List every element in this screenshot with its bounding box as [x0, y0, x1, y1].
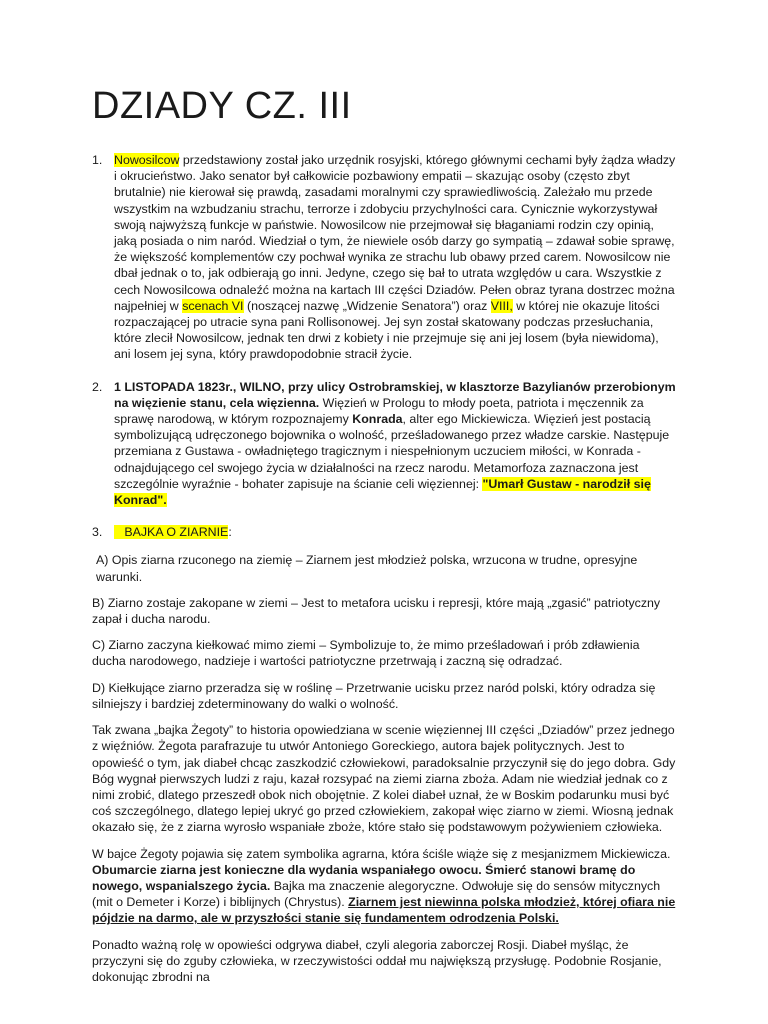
list-number: 2. [92, 379, 103, 394]
paragraph-text: (noszącej nazwę „Widzenie Senatora”) oraz [243, 298, 491, 313]
list-item-1 [92, 152, 676, 363]
list-item-2 [92, 379, 676, 509]
bold-underlined-statement: Ziarnem jest niewinna polska młodzież, której ofiara nie pójdzie na darmo, ale w przyszłości stanie się fundamentem odrodzenia Polski. [92, 895, 676, 926]
heading-text: BAJKA O ZIARNIE [124, 525, 229, 540]
paragraph-text: przedstawiony został jako urzędnik rosyjski, którego głównymi cechami były żądza władzy i okrucieństwo. Jako senator był całkowicie pozbawiony empatii – skazując osoby (często zbyt brutalnie) nie kierował się prawdą, zasadami moralnymi czy sprawiedliwością. Zależało mu przede wszystkim na wzbudzaniu strachu, terrorze i zdobyciu przychylności cara. Cynicznie wykorzystywał swoją najwyższą funkcje w państwie. Nowosilcow nie przejmował się błaganiami rodzin czy opinią, jaką posiada o nim naród. Wiedział o tym, że niewiele osób darzy go sympatią – zdawał sobie sprawę, że większość komplementów czy pochwał wynika ze strachu lub obawy przed carem. Nowosilcow nie dbał jednak o to, jak odbierają go inni. Jedyne, czego się bał to utrata względów u cara. Wszystkie z cech Nowosilcowa odnaleźć można na kartach III części Dziadów. Pełen obraz tyrana dostrzec można najpełniej w [114, 153, 676, 313]
paragraph-text: , alter ego Mickiewicza. Więzień jest postacią symbolizującą udręczonego bojownika o wolność, prześladowanego przez władze carskie. Następuje przemiana z Gustawa - owładniętego tragicznym i niespełnionym uczuciem miłości, w Konrada - odnajdującego cel swojego życia w działalności na rzecz narodu. Metamorfoza zaznaczona jest szczególnie wyraźnie - bohater zapisuje na ścianie celi więziennej: [114, 412, 670, 491]
section-heading [114, 525, 228, 539]
heading-gap [114, 525, 124, 539]
paragraph-b: B) Ziarno zostaje zakopane w ziemi – Jest to metafora ucisku i represji, które mają „zgasić” patriotyczny zapał i ducha narodu. [92, 595, 661, 627]
paragraph-text: w której nie okazuje litości rozpaczającej po utracie syna pani Rollisonowej. Jej syn został skatowany podczas przesłuchania, które zlecił Nowosilcow, jednak ten drwi z kobiety i nie przejmuje się ani jej losem (była niewidoma), ani losem jej syna, który prawdopodobnie stracił życie. [114, 298, 660, 362]
document-title: DZIADY CZ. III [92, 85, 352, 127]
paragraph-text: W bajce Żegoty pojawia się zatem symbolika agrarna, która ściśle wiąże się z mesjanizmem Mickiewicza. [92, 846, 671, 861]
bold-name: Konrada [352, 412, 403, 427]
paragraph-d: D) Kiełkujące ziarno przeradza się w roślinę – Przetrwanie ucisku przez naród polski, który odradza się silniejszy i bardziej zdeterminowany do walki o wolność. [92, 680, 656, 711]
highlighted-quote: "Umarł Gustaw - narodził się Konrad". [114, 476, 651, 508]
paragraph-a: A) Opis ziarna rzuconego na ziemię – Ziarnem jest młodzież polska, wrzucona w trudne, opresyjne warunki. [96, 553, 638, 584]
paragraph-g: Ponadto ważną rolę w opowieści odgrywa diabeł, czyli alegoria zaborczej Rosji. Diabeł myśląc, że przyczyni się do zguby człowieka, w rzeczywistości oddał mu największą przysługę. Podobnie Rosjanie, dokonując zbrodni na [92, 937, 662, 984]
highlighted-scene: scenach VI [182, 298, 244, 313]
list-item-3 [92, 524, 676, 540]
paragraph-e: Tak zwana „bajka Żegoty” to historia opowiedziana w scenie więziennej III części „Dziadów” przez jednego z więźniów. Żegota parafrazuje tu utwór Antoniego Goreckiego, autora bajek politycznych. Jest to opowieść o tym, jak diabeł chcąc zaszkodzić człowiekowi, paradoksalnie przyczynił się do jego dobra. Gdy Bóg wygnał pierwszych ludzi z raju, kazał rozsypać na ziemi ziarna zboża. Adam nie wiedział jednak co z nimi zrobić, dlatego przeszedł obok nich obojętnie. Z kolei diabeł uznał, że w Boskim podarunku musi być coś szczególnego, dlatego lepiej ukryć go przed człowiekiem, zakopał więc ziarno w ziemi. Wiosną jednak okazało się, że z ziarna wyrosło wspaniałe zboże, które stało się podstawowym pożywieniem człowieka. [92, 723, 676, 835]
document-body [92, 152, 676, 995]
list-number: 1. [92, 153, 103, 167]
paragraph-c: C) Ziarno zaczyna kiełkować mimo ziemi – Symbolizuje to, że mimo prześladowań i prób zdławienia ducha narodowego, nadzieje i wartości patriotyczne przetrwają i zaczną się odradzać. [92, 638, 640, 669]
paragraph-text: Bajka ma znaczenie alegoryczne. Odwołuje się do sensów mitycznych (mit o Demeter i Korze) i biblijnych (Chrystus). [92, 878, 661, 910]
bold-setting: 1 LISTOPADA 1823r., WILNO, przy ulicy Ostrobramskiej, w klasztorze Bazylianów przerobionym na więzienie stanu, cela więzienna. [114, 379, 676, 410]
highlighted-name: Nowosilcow [114, 153, 180, 167]
list-number: 3. [92, 525, 103, 540]
heading-suffix: : [228, 525, 232, 540]
bold-statement: Obumarcie ziarna jest konieczne dla wydania wspaniałego owocu. Śmierć stanowi bramę do nowego, wspanialszego życia. [92, 862, 636, 893]
paragraph-text: Więzień w Prologu to młody poeta, patriota i męczennik za sprawę narodową, w którym rozpoznajemy [114, 395, 644, 427]
highlighted-scene: VIII, [490, 298, 513, 313]
paragraph-f [92, 846, 676, 927]
